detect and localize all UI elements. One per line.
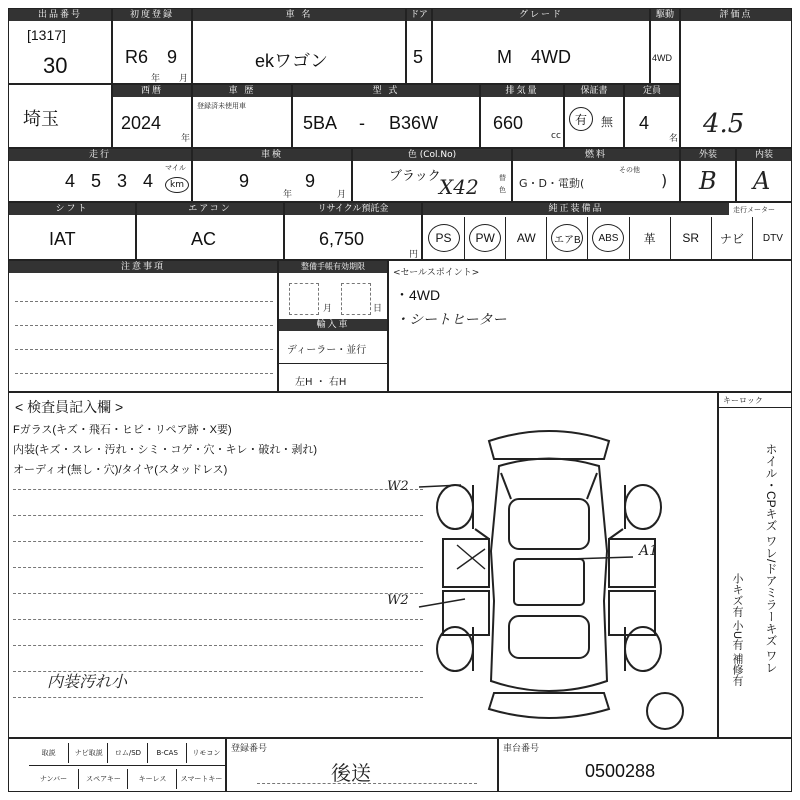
doors-value: 5 (413, 47, 424, 67)
footer-check-item: スマートキー (176, 769, 226, 789)
sales-point-1: ・4WD (395, 287, 441, 303)
inspector-line-2: 内装(キズ・スレ・汚れ・シミ・コゲ・穴・キレ・破れ・剥れ) (13, 444, 317, 456)
ownership-day-unit: 日 (373, 304, 383, 314)
footer-check-item: リモコン (186, 743, 226, 763)
equipment-item: SR (682, 231, 700, 245)
model-box (292, 84, 480, 148)
displacement-label: 排気量 (481, 85, 563, 97)
sales-label: <セールスポイント> (393, 268, 480, 278)
inspection-month-unit: 月 (337, 190, 347, 200)
equipment-item: エアB (551, 224, 583, 252)
tyre-rear-left (437, 627, 473, 671)
car-name-label: 車 名 (193, 9, 405, 21)
equipment-cell (587, 217, 628, 259)
aircon-box (136, 202, 284, 260)
footer-check-item: キーレス (127, 769, 177, 789)
mileage-digit-1: 4 (65, 171, 76, 191)
aircon-value: AC (191, 229, 217, 249)
recycle-label: リサイクル預託金 (285, 203, 421, 215)
steering-value: 左H ・ 右H (295, 377, 347, 388)
keylock-box (718, 392, 792, 738)
keylock-legend-2: 小キズ有 小U有 補修有 (731, 573, 743, 687)
history-label: 車 歴 (193, 85, 291, 97)
inspection-year: 9 (239, 171, 250, 191)
history-box (192, 84, 292, 148)
mileage-tag: 走行メーター (733, 206, 775, 214)
tyre-front-left (437, 485, 473, 529)
equipment-cell (670, 217, 711, 259)
doors-box (406, 8, 432, 84)
model-label: 型 式 (293, 85, 479, 97)
capacity-box (624, 84, 680, 148)
aircon-label: エアコン (137, 203, 283, 215)
model-code: B36W (389, 113, 439, 133)
drive-box (650, 8, 680, 84)
eval-box (680, 8, 792, 148)
doors-label: ドア (407, 9, 431, 21)
equipment-item: ABS (592, 224, 624, 252)
warranty-no: 無 (601, 115, 614, 129)
footer-checklist-row-2 (29, 769, 225, 789)
equipment-item: PW (469, 224, 501, 252)
reg-value: 後送 (331, 761, 371, 785)
lot-bracket: [1317] (27, 27, 66, 43)
mark-w2-bottom: W2 (387, 593, 409, 608)
mileage-mile: マイル (165, 164, 186, 172)
equipment-row (423, 217, 793, 259)
car-name-box (192, 8, 406, 84)
inspection-label: 車検 (193, 149, 351, 161)
cc-unit: cc (551, 131, 561, 141)
equipment-item: ナビ (719, 231, 744, 246)
inspector-line-3: オーディオ(無し・穴)/タイヤ(スタッドレス) (13, 464, 228, 476)
shift-label: シフト (9, 203, 135, 215)
inspection-box (192, 148, 352, 202)
equipment-cell (752, 217, 793, 259)
import-value: ディーラー・並行 (287, 345, 367, 356)
footer-check-item: 取説 (41, 749, 56, 757)
equipment-cell (629, 217, 670, 259)
equipment-cell (505, 217, 546, 259)
roof (514, 559, 584, 605)
exterior-value: B (699, 167, 717, 195)
tyre-front-right (625, 485, 661, 529)
year-value: 2024 (121, 113, 162, 133)
equipment-item: AW (516, 231, 536, 245)
warranty-label: 保証書 (565, 85, 623, 97)
equipment-cell (711, 217, 752, 259)
fuel-close: ) (661, 171, 668, 190)
region-box (8, 84, 112, 148)
year-unit-2: 年 (181, 134, 191, 144)
equipment-item: DTV (762, 232, 783, 244)
chassis-value: 0500288 (585, 761, 656, 781)
capacity-unit: 名 (669, 134, 679, 144)
mileage-digit-3: 3 (117, 171, 128, 191)
first-reg-box (112, 8, 192, 84)
spare-tyre (647, 693, 683, 729)
first-reg-label: 初度登録 (113, 9, 191, 21)
fuel-other: その他 (619, 166, 640, 174)
grade-label: グレード (433, 9, 649, 21)
equipment-item: 革 (643, 231, 656, 246)
equipment-item: PS (428, 224, 460, 252)
interior-box (736, 148, 792, 202)
import-label: 輸入車 (279, 319, 387, 331)
mark-a1: A1 (639, 543, 659, 559)
mileage-digit-4: 4 (143, 171, 154, 191)
color-unit-1: 替 (499, 174, 506, 182)
eval-label: 評価点 (681, 9, 791, 21)
recycle-value: 6,750 (319, 229, 365, 249)
interior-value: A (753, 167, 771, 195)
footer-check-item: ロム/SD (107, 743, 147, 763)
yen-unit: 円 (409, 250, 419, 260)
grade-value: M 4WD (497, 47, 571, 67)
displacement-box (480, 84, 564, 148)
inspection-year-unit: 年 (283, 190, 293, 200)
mark-w2-top: W2 (387, 479, 409, 494)
shift-value: IAT (49, 229, 76, 249)
shift-box (8, 202, 136, 260)
color-box (352, 148, 512, 202)
caution-box (8, 260, 278, 392)
fuel-options: G・D・電動( (519, 177, 585, 190)
footer-check-item: スペアキー (78, 769, 128, 789)
mileage-box (8, 148, 192, 202)
warranty-box (564, 84, 624, 148)
front-bumper (489, 431, 609, 459)
footer-left-box (8, 738, 226, 792)
car-name: ekワゴン (255, 51, 329, 71)
interior-label: 内装 (737, 149, 791, 161)
color-value: ブラック (389, 168, 441, 183)
warranty-yes: 有 (569, 107, 593, 131)
month-unit: 月 (179, 74, 189, 84)
capacity-value: 4 (639, 113, 650, 133)
model-prefix: 5BA (303, 113, 338, 133)
registration-box (226, 738, 498, 792)
lot-box (8, 8, 112, 84)
first-reg-month: 9 (167, 47, 178, 67)
reg-label: 登録番号 (231, 744, 268, 754)
capacity-label: 定員 (625, 85, 679, 97)
eval-score: 4.5 (703, 109, 745, 139)
lot-label: 出品番号 (9, 9, 111, 21)
sales-point-2: ・シートヒーター (395, 312, 507, 328)
fuel-label: 燃料 (513, 149, 679, 161)
lot-number: 30 (43, 53, 68, 78)
ownership-month-unit: 月 (323, 304, 333, 314)
color-label: 色 (Col.No) (353, 149, 511, 161)
ownership-label: 整備手帳有効期限 (279, 261, 387, 273)
tyre-rear-right (625, 627, 661, 671)
mileage-label: 走行 (9, 149, 191, 161)
color-unit-2: 色 (499, 186, 506, 194)
footer-checklist-row-1 (29, 743, 225, 763)
equipment-box (422, 202, 792, 260)
displacement-value: 660 (493, 113, 524, 133)
fuel-box (512, 148, 680, 202)
chassis-box (498, 738, 792, 792)
exterior-box (680, 148, 736, 202)
chassis-label: 車台番号 (503, 744, 540, 754)
mileage-km: km (165, 177, 189, 193)
sales-box (388, 260, 792, 392)
keylock-legend: ホイル・CPキズ ワレ/ドアミラーキズ ワレ (764, 443, 778, 674)
recycle-box (284, 202, 422, 260)
year-box (112, 84, 192, 148)
grade-box (432, 8, 650, 84)
model-dash: - (359, 113, 365, 133)
inspector-line-1: Fガラス(キズ・飛石・ヒビ・リペア跡・X要) (13, 424, 232, 436)
inspector-box (8, 392, 718, 738)
equipment-cell (423, 217, 464, 259)
equipment-cell (464, 217, 505, 259)
year-unit: 年 (151, 74, 161, 84)
drive-value: 4WD (652, 53, 672, 63)
drive-label: 駆動 (651, 9, 679, 21)
car-diagram (399, 411, 699, 731)
exterior-label: 外装 (681, 149, 735, 161)
footer-check-item: ナビ取説 (68, 743, 108, 763)
equipment-label: 純正装備品 (423, 203, 729, 215)
color-code: X42 (439, 175, 479, 199)
caution-label: 注意事項 (9, 261, 277, 273)
mileage-digit-2: 5 (91, 171, 102, 191)
footer-check-item: ナンバー (39, 775, 68, 783)
first-reg-era: R6 (125, 47, 149, 67)
inspection-month: 9 (305, 171, 316, 191)
year-label: 西暦 (113, 85, 191, 97)
rear-bumper (489, 693, 609, 718)
keylock-label: キーロック (723, 396, 763, 405)
inspector-title: < 検査員記入欄 > (15, 399, 124, 415)
history-note: 登録済未使用車 (197, 102, 246, 110)
footer-check-item: B-CAS (147, 743, 187, 763)
inspector-hand-note: 内装汚れ小 (47, 672, 128, 691)
rear-window (509, 616, 589, 658)
equipment-cell (546, 217, 587, 259)
windscreen (509, 499, 589, 549)
manual-box (278, 260, 388, 392)
region-value: 埼玉 (23, 109, 59, 129)
